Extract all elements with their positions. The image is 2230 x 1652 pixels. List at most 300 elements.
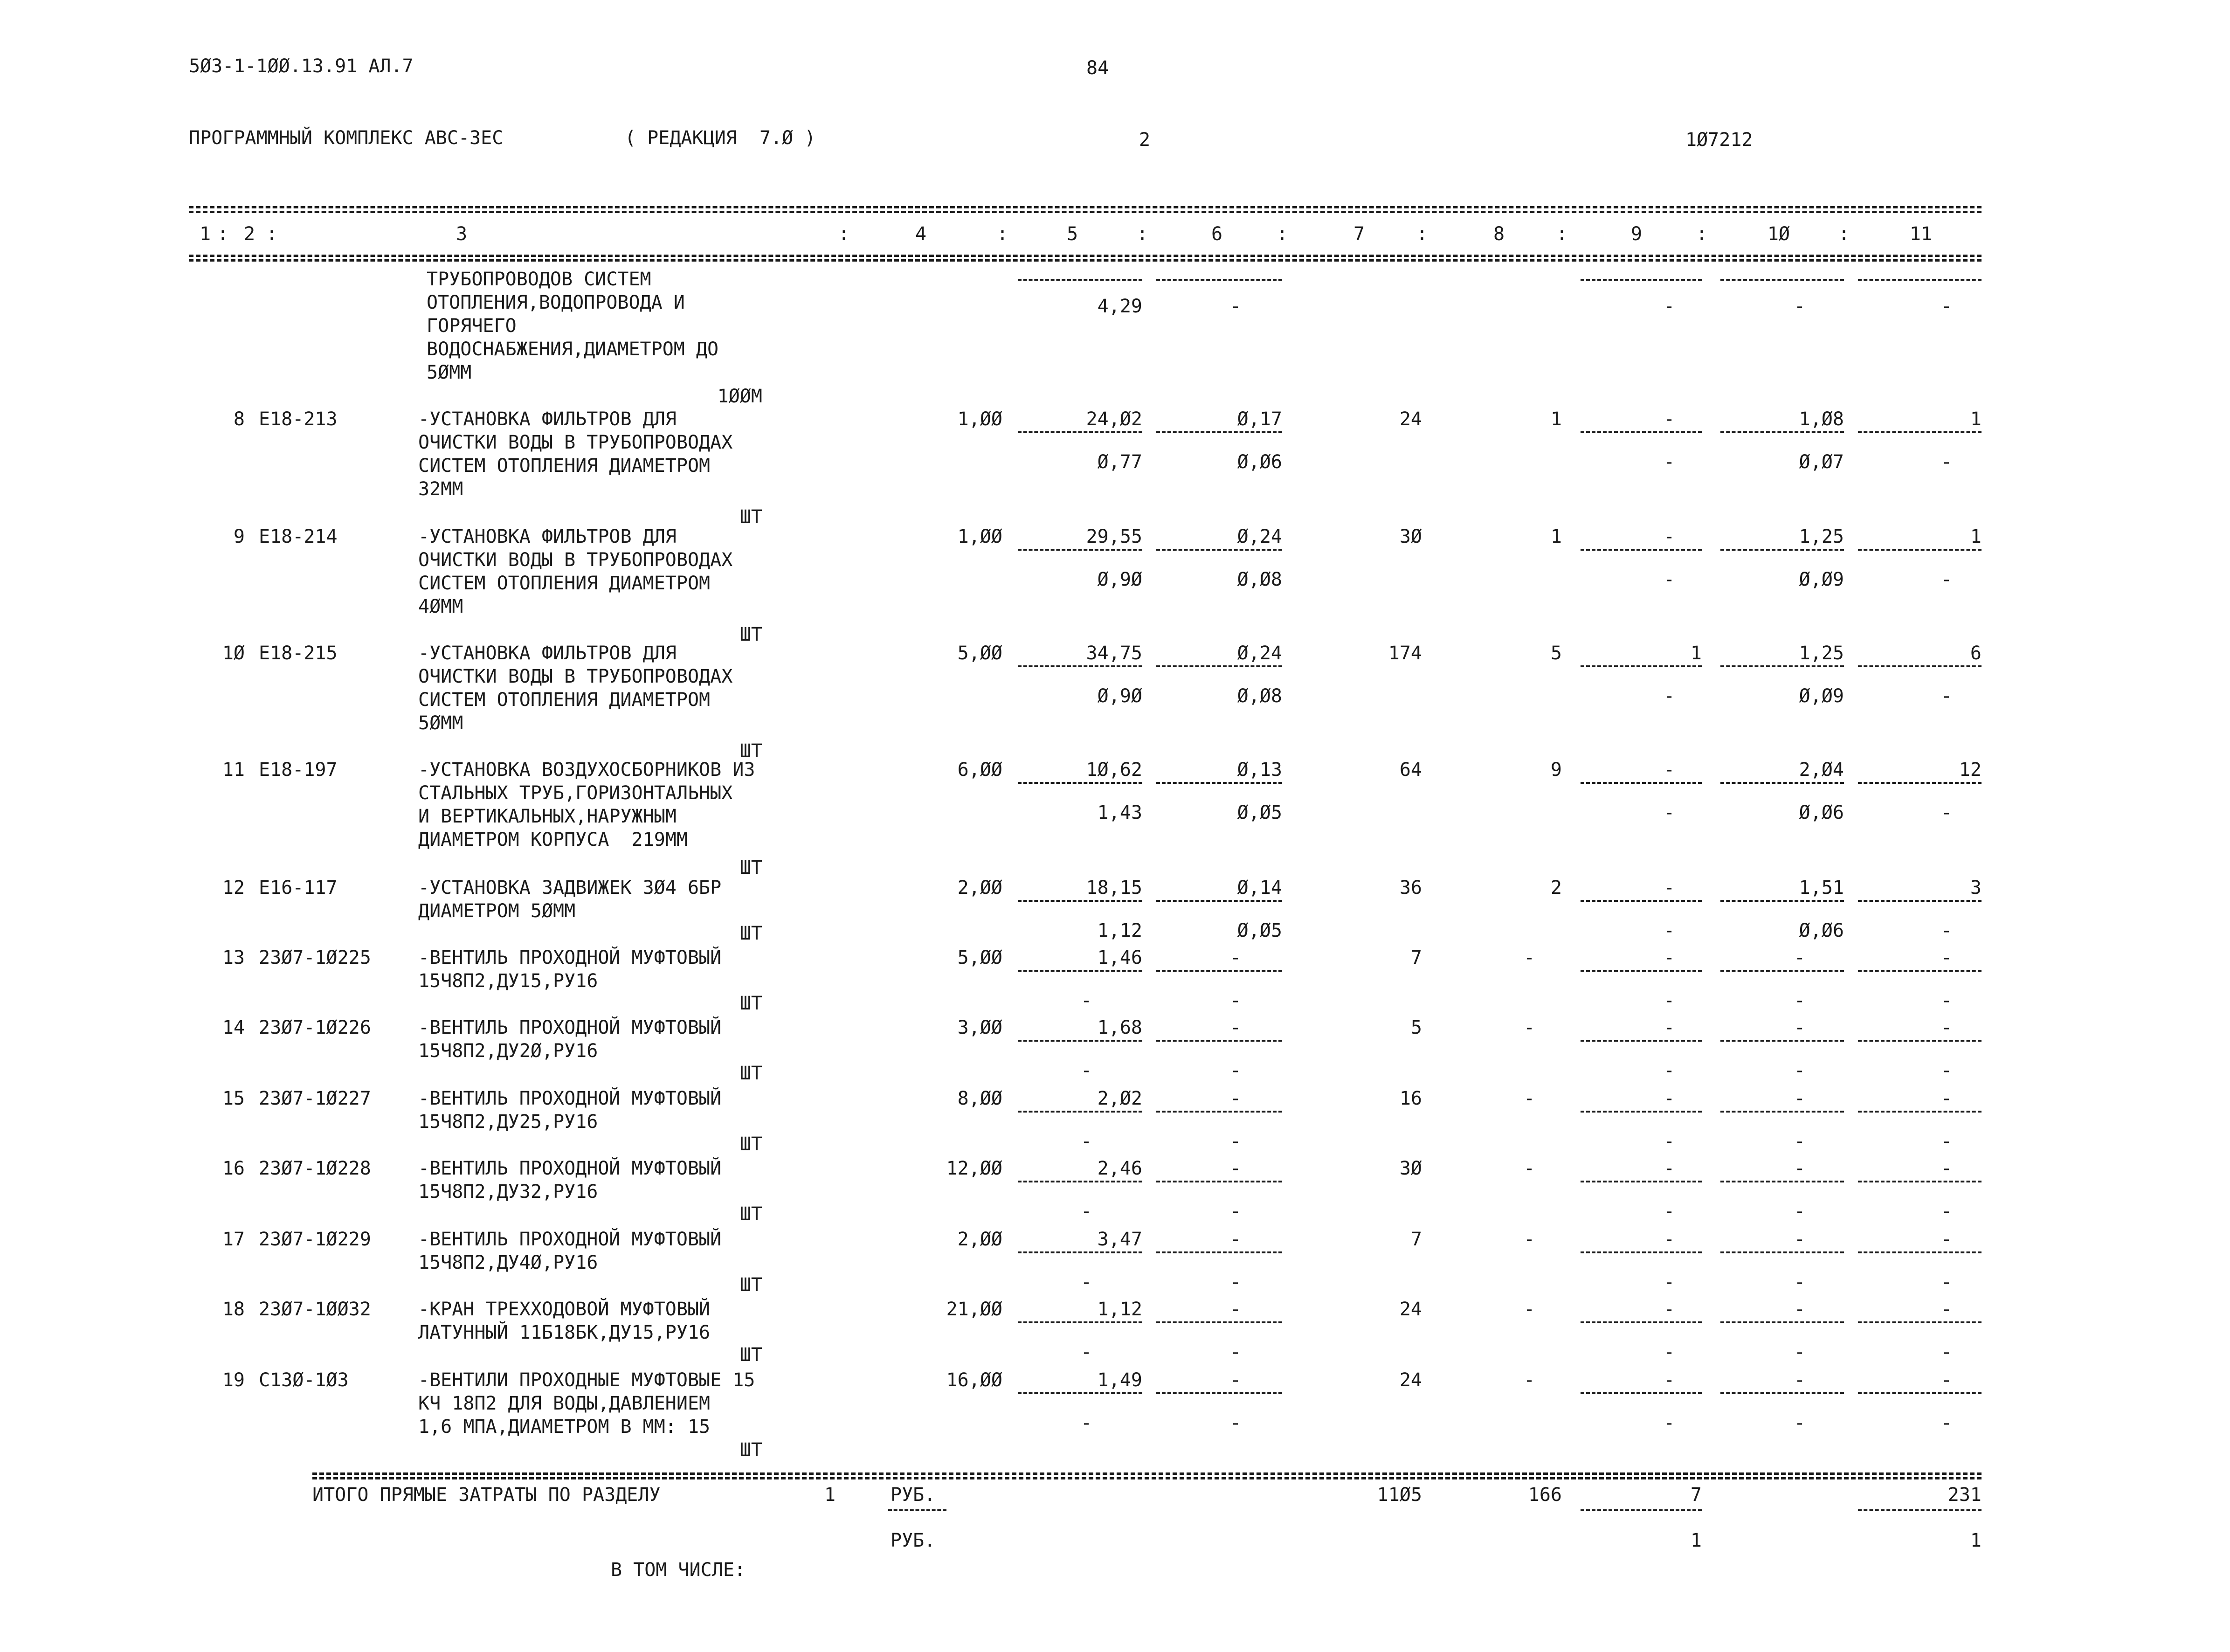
cell-c6-secondary: - xyxy=(1229,1131,1242,1152)
cell-c10: - xyxy=(1794,1158,1806,1179)
doc-code: 5Ø3-1-1ØØ.13.91 АЛ.7 xyxy=(189,55,414,77)
cell-c6-secondary: - xyxy=(1229,990,1242,1011)
cell-c5-secondary: - xyxy=(1080,1412,1092,1434)
cell-c5-secondary: - xyxy=(1080,990,1092,1011)
cell-c8: 9 xyxy=(1550,759,1562,781)
row-unit: ШТ xyxy=(739,506,762,528)
cell-divider xyxy=(1720,970,1844,972)
row-description-line: -ВЕНТИЛЬ ПРОХОДНОЙ МУФТОВЫЙ xyxy=(418,1158,722,1179)
header-top-rule-2 xyxy=(189,211,1981,213)
cell-c11: 6 xyxy=(1970,643,1981,664)
row-description-line: СТАЛЬНЫХ ТРУБ,ГОРИЗОНТАЛЬНЫХ xyxy=(418,782,733,804)
cell-c9: - xyxy=(1663,1088,1675,1109)
row-code: 23Ø7-1Ø228 xyxy=(259,1158,371,1179)
totals-col7: 11Ø5 xyxy=(1377,1484,1422,1506)
row-description-line: -УСТАНОВКА ВОЗДУХОСБОРНИКОВ ИЗ xyxy=(418,759,755,781)
cell-divider xyxy=(1156,431,1282,433)
header-bottom-rule-2 xyxy=(189,259,1981,262)
cell-c4: 2,ØØ xyxy=(957,1229,1002,1250)
cell-c5: 1,46 xyxy=(1097,947,1142,968)
row-description-line: 15Ч8П2,ДУ4Ø,РУ16 xyxy=(418,1252,598,1273)
column-header-5: 5 xyxy=(1066,223,1078,245)
row-description-line: СИСТЕМ ОТОПЛЕНИЯ ДИАМЕТРОМ xyxy=(418,689,711,711)
cell-c9-secondary: - xyxy=(1663,569,1675,590)
cell-c10-secondary: Ø,Ø9 xyxy=(1799,569,1844,590)
row-code: 23Ø7-1Ø229 xyxy=(259,1229,371,1250)
column-separator: : xyxy=(1696,223,1708,245)
row-unit: ШТ xyxy=(739,1344,762,1366)
cell-c7: 5 xyxy=(1410,1017,1422,1038)
row-description-line: КЧ 18П2 ДЛЯ ВОДЫ,ДАВЛЕНИЕМ xyxy=(418,1393,711,1414)
cell-c11: - xyxy=(1940,1299,1953,1320)
cell-c5-secondary: - xyxy=(1080,1060,1092,1081)
cell-c9-secondary: - xyxy=(1663,1060,1675,1081)
cell-divider xyxy=(1720,549,1844,551)
cell-c8: - xyxy=(1523,1299,1535,1320)
cell-c9: - xyxy=(1663,947,1675,968)
cell-c7: 7 xyxy=(1410,947,1422,968)
cell-divider xyxy=(1018,1392,1142,1394)
cell-c5-secondary: - xyxy=(1080,1272,1092,1293)
cell-c9-secondary: - xyxy=(1663,990,1675,1011)
totals-section-number: 1 xyxy=(824,1484,836,1506)
cell-c11: 1 xyxy=(1970,526,1981,547)
row-unit: ШТ xyxy=(739,624,762,645)
cell-c11-secondary: - xyxy=(1940,685,1953,707)
cell-c4: 5,ØØ xyxy=(957,947,1002,968)
cell-c11-secondary: - xyxy=(1940,569,1953,590)
cell-c5: 1,49 xyxy=(1097,1369,1142,1391)
row-description-line: 15Ч8П2,ДУ25,РУ16 xyxy=(418,1111,598,1133)
row-code: 23Ø7-1Ø227 xyxy=(259,1088,371,1109)
cell-divider xyxy=(1720,1392,1844,1394)
cell-divider xyxy=(1156,900,1282,902)
cell-c5: 24,Ø2 xyxy=(1086,408,1142,430)
cell-c11-secondary: - xyxy=(1940,1341,1953,1363)
row-unit: ШТ xyxy=(739,740,762,762)
totals-unit-secondary: РУБ. xyxy=(891,1530,936,1551)
header-bottom-rule xyxy=(189,255,1981,257)
cell-c5-secondary: - xyxy=(1080,1341,1092,1363)
cell-c10-secondary: - xyxy=(1794,1201,1806,1222)
column-header-2: 2 xyxy=(243,223,255,245)
cell-c5-secondary: - xyxy=(1080,1201,1092,1222)
cell-divider xyxy=(1720,1111,1844,1113)
totals-col9-secondary: 1 xyxy=(1690,1530,1702,1551)
cell-divider xyxy=(1156,1040,1282,1042)
cell-c11: 12 xyxy=(1959,759,1981,781)
continuation-description-line: ОТОПЛЕНИЯ,ВОДОПРОВОДА И xyxy=(427,292,685,313)
row-unit: ШТ xyxy=(739,993,762,1014)
row-description-line: 5ØММ xyxy=(418,712,463,734)
cell-c8: 1 xyxy=(1550,526,1562,547)
program-edition: ( РЕДАКЦИЯ 7.Ø ) xyxy=(625,127,816,149)
cell-c11-secondary: - xyxy=(1940,1201,1953,1222)
row-number: 14 xyxy=(222,1017,245,1038)
column-separator: : xyxy=(217,223,229,245)
cell-c6: - xyxy=(1229,1299,1242,1320)
row-description-line: ОЧИСТКИ ВОДЫ В ТРУБОПРОВОДАХ xyxy=(418,432,733,453)
cell-divider xyxy=(1858,1251,1981,1253)
cell-divider xyxy=(1581,970,1702,972)
cell-c10: 1,Ø8 xyxy=(1799,408,1844,430)
row-description-line: -ВЕНТИЛЬ ПРОХОДНОЙ МУФТОВЫЙ xyxy=(418,1017,722,1038)
cell-c4: 3,ØØ xyxy=(957,1017,1002,1038)
cell-c10: - xyxy=(1794,1229,1806,1250)
row-number: 11 xyxy=(222,759,245,781)
totals-col11: 231 xyxy=(1947,1484,1981,1506)
cell-c9: - xyxy=(1663,1229,1675,1250)
cell-divider xyxy=(1581,1251,1702,1253)
cell-divider xyxy=(1858,279,1981,281)
cell-c9-secondary: - xyxy=(1663,1341,1675,1363)
cell-c7: 174 xyxy=(1388,643,1422,664)
cell-c4: 12,ØØ xyxy=(946,1158,1002,1179)
cell-divider xyxy=(1720,431,1844,433)
cell-c4: 5,ØØ xyxy=(957,643,1002,664)
cell-c9-secondary: - xyxy=(1663,802,1675,823)
program-name: ПРОГРАММНЫЙ КОМПЛЕКС АВС-3ЕС xyxy=(189,127,504,149)
cell-c10-secondary: - xyxy=(1794,1131,1806,1152)
row-description-line: -УСТАНОВКА ЗАДВИЖЕК 3Ø4 6БР xyxy=(418,877,722,899)
totals-top-rule-2 xyxy=(312,1477,1981,1479)
row-description-line: ДИАМЕТРОМ КОРПУСА 219ММ xyxy=(418,829,688,850)
row-description-line: -КРАН ТРЕХХОДОВОЙ МУФТОВЫЙ xyxy=(418,1299,711,1320)
row-description-line: 15Ч8П2,ДУ32,РУ16 xyxy=(418,1181,598,1203)
cell-divider xyxy=(1720,900,1844,902)
cell-c5: 29,55 xyxy=(1086,526,1142,547)
cell-divider xyxy=(1018,1251,1142,1253)
cell-divider xyxy=(1018,900,1142,902)
cell-divider xyxy=(1858,1181,1981,1182)
cell-divider xyxy=(1720,782,1844,784)
row-description-line: 4ØММ xyxy=(418,596,463,617)
row-description-line: СИСТЕМ ОТОПЛЕНИЯ ДИАМЕТРОМ xyxy=(418,455,711,477)
column-separator: : xyxy=(838,223,850,245)
cell-divider xyxy=(1156,549,1282,551)
cell-divider xyxy=(1858,900,1981,902)
row-description-line: -УСТАНОВКА ФИЛЬТРОВ ДЛЯ xyxy=(418,408,677,430)
cell-c10: 2,Ø4 xyxy=(1799,759,1844,781)
cell-c7: 16 xyxy=(1399,1088,1422,1109)
cell-divider xyxy=(1018,782,1142,784)
totals-col9: 7 xyxy=(1690,1484,1702,1506)
row-description-line: СИСТЕМ ОТОПЛЕНИЯ ДИАМЕТРОМ xyxy=(418,573,711,594)
cell-c11-secondary: - xyxy=(1940,920,1953,941)
row-description-line: -ВЕНТИЛЬ ПРОХОДНОЙ МУФТОВЫЙ xyxy=(418,947,722,968)
cell-c11-secondary: - xyxy=(1940,1131,1953,1152)
cell-c6: - xyxy=(1229,1369,1242,1391)
cell-c10-secondary: - xyxy=(1794,990,1806,1011)
cell-divider xyxy=(1018,1040,1142,1042)
cell-c4: 8,ØØ xyxy=(957,1088,1002,1109)
cell-divider xyxy=(1018,665,1142,667)
column-header-11: 11 xyxy=(1909,223,1933,245)
cell-c6-secondary: - xyxy=(1229,1412,1242,1434)
cell-c5-secondary: Ø,77 xyxy=(1097,451,1142,473)
cell-c9: - xyxy=(1663,759,1675,781)
cell-divider xyxy=(1581,900,1702,902)
row-unit: ШТ xyxy=(739,1439,762,1461)
cell-c10-secondary: - xyxy=(1794,1272,1806,1293)
cell-c10-secondary: Ø,Ø9 xyxy=(1799,685,1844,707)
totals-divider xyxy=(1581,1509,1702,1511)
row-description-line: -ВЕНТИЛЬ ПРОХОДНОЙ МУФТОВЫЙ xyxy=(418,1088,722,1109)
row-description-line: 15Ч8П2,ДУ15,РУ16 xyxy=(418,970,598,992)
totals-col11-secondary: 1 xyxy=(1970,1530,1981,1551)
cell-c6-secondary: Ø,Ø8 xyxy=(1237,685,1282,707)
row-unit: ШТ xyxy=(739,1203,762,1225)
row-code: Е18-197 xyxy=(259,759,338,781)
cell-c8: - xyxy=(1523,1158,1535,1179)
cell-c5-secondary: Ø,9Ø xyxy=(1097,685,1142,707)
cell-c5: 1,12 xyxy=(1097,1299,1142,1320)
cell-divider xyxy=(1858,970,1981,972)
cell-c8: 1 xyxy=(1550,408,1562,430)
row-code: 23Ø7-1Ø225 xyxy=(259,947,371,968)
cell-c6-secondary: - xyxy=(1229,1201,1242,1222)
row-code: 23Ø7-1Ø226 xyxy=(259,1017,371,1038)
cell-c10: - xyxy=(1794,1299,1806,1320)
cell-c10-secondary: Ø,Ø6 xyxy=(1799,802,1844,823)
cell-c9-secondary: - xyxy=(1663,685,1675,707)
cell-c8: - xyxy=(1523,1369,1535,1391)
row-description-line: ДИАМЕТРОМ 5ØММ xyxy=(418,900,576,922)
cell-c6: Ø,13 xyxy=(1237,759,1282,781)
row-unit: ШТ xyxy=(739,857,762,878)
cell-divider xyxy=(1581,782,1702,784)
cell-c6: - xyxy=(1229,1229,1242,1250)
cell-divider xyxy=(1156,1392,1282,1394)
row-unit: ШТ xyxy=(739,1134,762,1155)
row-code: С13Ø-1Ø3 xyxy=(259,1369,349,1391)
cell-c8: - xyxy=(1523,1017,1535,1038)
cell-c5-secondary: Ø,9Ø xyxy=(1097,569,1142,590)
cell-c9: - xyxy=(1663,1158,1675,1179)
cell-c10: - xyxy=(1794,947,1806,968)
cell-divider xyxy=(1156,1181,1282,1182)
cell-c7: 24 xyxy=(1399,408,1422,430)
cell-divider xyxy=(1018,431,1142,433)
cell-c11-secondary: - xyxy=(1940,451,1953,473)
cell-divider xyxy=(1720,1040,1844,1042)
cell-divider xyxy=(1156,1111,1282,1113)
cell-c9-secondary: - xyxy=(1663,1201,1675,1222)
cell-c7: 3Ø xyxy=(1399,526,1422,547)
cell-c5: 18,15 xyxy=(1086,877,1142,899)
row-number: 1Ø xyxy=(222,643,245,664)
row-description-line: ОЧИСТКИ ВОДЫ В ТРУБОПРОВОДАХ xyxy=(418,666,733,687)
cell-divider xyxy=(1581,1392,1702,1394)
row-description-line: -УСТАНОВКА ФИЛЬТРОВ ДЛЯ xyxy=(418,526,677,547)
cell-c5-secondary: - xyxy=(1080,1131,1092,1152)
cell-divider xyxy=(1156,279,1282,281)
cell-divider xyxy=(1156,782,1282,784)
cell-divider xyxy=(1720,1321,1844,1323)
column-header-4: 4 xyxy=(915,223,927,245)
cell-c6: Ø,14 xyxy=(1237,877,1282,899)
cell-c7: 36 xyxy=(1399,877,1422,899)
cell-c8: 5 xyxy=(1550,643,1562,664)
cell-c9: - xyxy=(1663,1017,1675,1038)
cell-c4: 21,ØØ xyxy=(946,1299,1002,1320)
row-code: Е16-117 xyxy=(259,877,338,899)
sheet-number: 2 xyxy=(1139,129,1151,151)
cell-divider xyxy=(1018,1321,1142,1323)
cell-c11: - xyxy=(1940,947,1953,968)
cell-col10-secondary: - xyxy=(1794,296,1806,317)
cell-divider xyxy=(1858,782,1981,784)
row-number: 19 xyxy=(222,1369,245,1391)
cell-divider xyxy=(1858,1321,1981,1323)
row-number: 13 xyxy=(222,947,245,968)
row-code: Е18-215 xyxy=(259,643,338,664)
cell-divider xyxy=(1720,1181,1844,1182)
row-description-line: ОЧИСТКИ ВОДЫ В ТРУБОПРОВОДАХ xyxy=(418,549,733,571)
row-number: 15 xyxy=(222,1088,245,1109)
cell-divider xyxy=(1581,279,1702,281)
totals-including-label: В ТОМ ЧИСЛЕ: xyxy=(611,1559,746,1581)
cell-c7: 24 xyxy=(1399,1369,1422,1391)
cell-c5: 2,Ø2 xyxy=(1097,1088,1142,1109)
cell-c9: 1 xyxy=(1690,643,1702,664)
cell-c11: 3 xyxy=(1970,877,1981,899)
cell-c5: 2,46 xyxy=(1097,1158,1142,1179)
cell-divider xyxy=(1581,1321,1702,1323)
cell-c9-secondary: - xyxy=(1663,1272,1675,1293)
cell-c10-secondary: Ø,Ø6 xyxy=(1799,920,1844,941)
column-separator: : xyxy=(996,223,1008,245)
row-number: 8 xyxy=(233,408,245,430)
cell-c4: 2,ØØ xyxy=(957,877,1002,899)
cell-c10: 1,25 xyxy=(1799,643,1844,664)
cell-c4: 1,ØØ xyxy=(957,408,1002,430)
cell-divider xyxy=(1156,1321,1282,1323)
cell-c11: 1 xyxy=(1970,408,1981,430)
cell-c10-secondary: - xyxy=(1794,1060,1806,1081)
cell-c4: 16,ØØ xyxy=(946,1369,1002,1391)
cell-divider xyxy=(1581,1111,1702,1113)
cell-c7: 3Ø xyxy=(1399,1158,1422,1179)
cell-c9-secondary: - xyxy=(1663,1131,1675,1152)
cell-divider xyxy=(1858,665,1981,667)
cell-divider xyxy=(1018,1111,1142,1113)
continuation-description-line: ГОРЯЧЕГО xyxy=(427,315,517,337)
cell-c9: - xyxy=(1663,1299,1675,1320)
row-code: 23Ø7-1ØØ32 xyxy=(259,1299,371,1320)
totals-unit-divider xyxy=(888,1509,946,1511)
cell-divider xyxy=(1581,1181,1702,1182)
continuation-description-line: 5ØММ xyxy=(427,362,472,383)
cell-c5-secondary: 1,12 xyxy=(1097,920,1142,941)
column-separator: : xyxy=(1556,223,1568,245)
cell-c9: - xyxy=(1663,877,1675,899)
cell-c9-secondary: - xyxy=(1663,1412,1675,1434)
cell-divider xyxy=(1018,279,1142,281)
cell-divider xyxy=(1720,665,1844,667)
cell-c9-secondary: - xyxy=(1663,451,1675,473)
continuation-description-line: ВОДОСНАБЖЕНИЯ,ДИАМЕТРОМ ДО xyxy=(427,339,719,360)
cell-c5: 1,68 xyxy=(1097,1017,1142,1038)
cell-divider xyxy=(1018,549,1142,551)
cell-c10: 1,51 xyxy=(1799,877,1844,899)
cell-c8: - xyxy=(1523,1229,1535,1250)
row-description-line: -ВЕНТИЛИ ПРОХОДНЫЕ МУФТОВЫЕ 15 xyxy=(418,1369,755,1391)
column-header-8: 8 xyxy=(1493,223,1505,245)
row-description-line: 15Ч8П2,ДУ2Ø,РУ16 xyxy=(418,1040,598,1062)
cell-c6: Ø,24 xyxy=(1237,643,1282,664)
totals-col8: 166 xyxy=(1528,1484,1562,1506)
column-separator: : xyxy=(1276,223,1288,245)
row-number: 17 xyxy=(222,1229,245,1250)
cell-divider xyxy=(1858,1111,1981,1113)
cell-col6-secondary: - xyxy=(1229,296,1242,317)
cell-col11-secondary: - xyxy=(1940,296,1953,317)
cell-c11: - xyxy=(1940,1017,1953,1038)
cell-divider xyxy=(1156,1251,1282,1253)
totals-top-rule xyxy=(312,1472,1981,1475)
cell-c7: 24 xyxy=(1399,1299,1422,1320)
cell-c7: 64 xyxy=(1399,759,1422,781)
cell-c9: - xyxy=(1663,408,1675,430)
cell-c9-secondary: - xyxy=(1663,920,1675,941)
cell-c6-secondary: Ø,Ø5 xyxy=(1237,920,1282,941)
cell-divider xyxy=(1858,549,1981,551)
row-description-line: ЛАТУННЫЙ 11Б18БК,ДУ15,РУ16 xyxy=(418,1322,711,1343)
cell-divider xyxy=(1858,431,1981,433)
row-description-line: И ВЕРТИКАЛЬНЫХ,НАРУЖНЫМ xyxy=(418,806,677,827)
row-number: 18 xyxy=(222,1299,245,1320)
cell-divider xyxy=(1858,1040,1981,1042)
row-unit: ШТ xyxy=(739,923,762,944)
cell-c11: - xyxy=(1940,1088,1953,1109)
cell-c10: - xyxy=(1794,1369,1806,1391)
column-header-6: 6 xyxy=(1211,223,1223,245)
cell-divider xyxy=(1858,1392,1981,1394)
cell-divider xyxy=(1581,549,1702,551)
cell-c6: - xyxy=(1229,1088,1242,1109)
column-separator: : xyxy=(1416,223,1428,245)
cell-c11-secondary: - xyxy=(1940,802,1953,823)
cell-c11: - xyxy=(1940,1229,1953,1250)
row-number: 16 xyxy=(222,1158,245,1179)
cell-c8: - xyxy=(1523,1088,1535,1109)
row-unit: ШТ xyxy=(739,1063,762,1084)
cell-c11-secondary: - xyxy=(1940,990,1953,1011)
row-code: Е18-214 xyxy=(259,526,338,547)
cell-c10: 1,25 xyxy=(1799,526,1844,547)
column-header-9: 9 xyxy=(1630,223,1643,245)
cell-col5-secondary: 4,29 xyxy=(1097,296,1142,317)
row-description-line: 32ММ xyxy=(418,478,463,500)
cell-divider xyxy=(1581,431,1702,433)
cell-c6-secondary: - xyxy=(1229,1341,1242,1363)
cell-c5: 34,75 xyxy=(1086,643,1142,664)
column-header-7: 7 xyxy=(1353,223,1365,245)
cell-c6-secondary: - xyxy=(1229,1060,1242,1081)
cell-c8: - xyxy=(1523,947,1535,968)
row-number: 12 xyxy=(222,877,245,899)
cell-c6: - xyxy=(1229,1158,1242,1179)
totals-divider xyxy=(1858,1509,1981,1511)
cell-c6: - xyxy=(1229,1017,1242,1038)
cell-c5-secondary: 1,43 xyxy=(1097,802,1142,823)
column-separator: : xyxy=(266,223,278,245)
cell-c6: - xyxy=(1229,947,1242,968)
header-top-rule xyxy=(189,206,1981,208)
row-number: 9 xyxy=(233,526,245,547)
cell-c10-secondary: - xyxy=(1794,1412,1806,1434)
